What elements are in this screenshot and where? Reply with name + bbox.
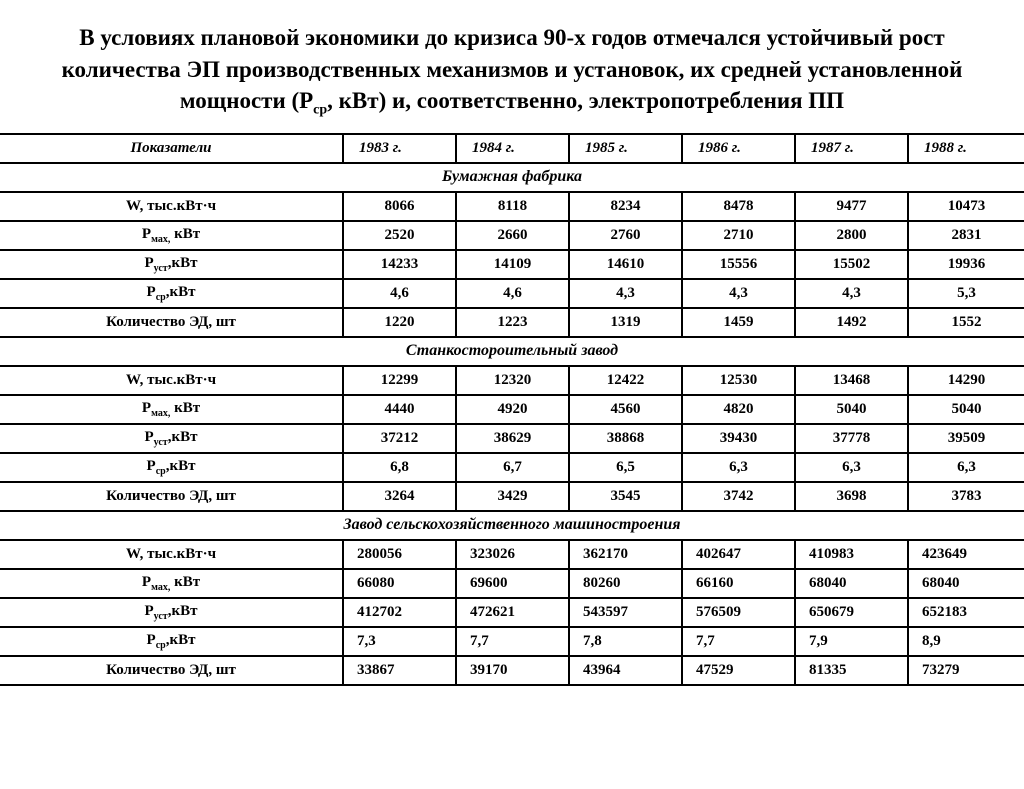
table-row: [0, 395, 1024, 424]
value-cell: 6,3: [908, 453, 1024, 482]
value-cell: 5040: [795, 395, 908, 424]
table-row: [0, 627, 1024, 656]
section-header-machine-tool-plant: [0, 337, 1024, 366]
table-row: [0, 540, 1024, 569]
table-row: [0, 308, 1024, 337]
column-header-year: 1983 г.: [343, 134, 456, 163]
value-cell: 7,7: [682, 627, 795, 656]
value-cell: 4,3: [682, 279, 795, 308]
value-cell: 66080: [343, 569, 456, 598]
value-cell: 6,8: [343, 453, 456, 482]
value-cell: 1223: [456, 308, 569, 337]
value-cell: 6,7: [456, 453, 569, 482]
table-row: [0, 192, 1024, 221]
row-label: $Р_{ср},кВт$: [0, 453, 343, 482]
value-cell: 37778: [795, 424, 908, 453]
section-title: Станкостороительный завод: [0, 337, 1024, 366]
table-row: [0, 250, 1024, 279]
value-cell: 4,3: [569, 279, 682, 308]
table-row: [0, 279, 1024, 308]
slide-title-subscript: ср: [313, 102, 328, 118]
row-label: $Р_{ср},кВт$: [0, 627, 343, 656]
section-title: Бумажная фабрика: [0, 163, 1024, 192]
value-cell: 362170: [569, 540, 682, 569]
value-cell: 6,5: [569, 453, 682, 482]
value-cell: 2660: [456, 221, 569, 250]
value-cell: 410983: [795, 540, 908, 569]
value-cell: 68040: [795, 569, 908, 598]
value-cell: 7,7: [456, 627, 569, 656]
value-cell: 47529: [682, 656, 795, 685]
value-cell: 15556: [682, 250, 795, 279]
value-cell: 39509: [908, 424, 1024, 453]
table-row: [0, 656, 1024, 685]
table-row: [0, 221, 1024, 250]
value-cell: 81335: [795, 656, 908, 685]
value-cell: 1220: [343, 308, 456, 337]
value-cell: 1552: [908, 308, 1024, 337]
table-row: [0, 482, 1024, 511]
value-cell: 7,9: [795, 627, 908, 656]
table-row: [0, 424, 1024, 453]
value-cell: 6,3: [682, 453, 795, 482]
value-cell: 6,3: [795, 453, 908, 482]
row-label: $Р_{ср},кВт$: [0, 279, 343, 308]
row-label: $Р_{уст},кВт$: [0, 424, 343, 453]
value-cell: 15502: [795, 250, 908, 279]
value-cell: 2710: [682, 221, 795, 250]
column-header-year: 1988 г.: [908, 134, 1024, 163]
value-cell: 652183: [908, 598, 1024, 627]
value-cell: 12530: [682, 366, 795, 395]
table-row: [0, 453, 1024, 482]
value-cell: 1492: [795, 308, 908, 337]
value-cell: 1459: [682, 308, 795, 337]
value-cell: 4920: [456, 395, 569, 424]
value-cell: 3698: [795, 482, 908, 511]
row-label: $Р_{мах,}$ кВт: [0, 569, 343, 598]
value-cell: 12422: [569, 366, 682, 395]
column-header-indicators: Показатели: [0, 134, 343, 163]
value-cell: 14109: [456, 250, 569, 279]
table-row: [0, 598, 1024, 627]
row-label: W, тыс.кВт·ч: [0, 540, 343, 569]
value-cell: 12320: [456, 366, 569, 395]
value-cell: 38868: [569, 424, 682, 453]
value-cell: 2760: [569, 221, 682, 250]
value-cell: 37212: [343, 424, 456, 453]
value-cell: 8118: [456, 192, 569, 221]
value-cell: 2520: [343, 221, 456, 250]
row-label: Количество ЭД, шт: [0, 482, 343, 511]
row-label: Количество ЭД, шт: [0, 308, 343, 337]
value-cell: 14290: [908, 366, 1024, 395]
value-cell: 3429: [456, 482, 569, 511]
value-cell: 4,3: [795, 279, 908, 308]
value-cell: 402647: [682, 540, 795, 569]
value-cell: 14233: [343, 250, 456, 279]
value-cell: 3264: [343, 482, 456, 511]
value-cell: 412702: [343, 598, 456, 627]
value-cell: 39170: [456, 656, 569, 685]
table-row: [0, 366, 1024, 395]
value-cell: 7,3: [343, 627, 456, 656]
column-header-year: 1986 г.: [682, 134, 795, 163]
value-cell: 4,6: [456, 279, 569, 308]
value-cell: 4560: [569, 395, 682, 424]
value-cell: 472621: [456, 598, 569, 627]
value-cell: 2831: [908, 221, 1024, 250]
row-label: $Р_{мах,}$ кВт: [0, 395, 343, 424]
value-cell: 8066: [343, 192, 456, 221]
value-cell: 650679: [795, 598, 908, 627]
slide-title: [28, 22, 996, 120]
value-cell: 4820: [682, 395, 795, 424]
section-header-agricultural-machinery-plant: [0, 511, 1024, 540]
row-label: $Р_{уст},кВт$: [0, 250, 343, 279]
value-cell: 4,6: [343, 279, 456, 308]
value-cell: 280056: [343, 540, 456, 569]
slide-title-text-end: , кВт) и, соответственно, электропотребления ПП: [327, 88, 845, 113]
value-cell: 5040: [908, 395, 1024, 424]
value-cell: 19936: [908, 250, 1024, 279]
value-cell: 12299: [343, 366, 456, 395]
value-cell: 3545: [569, 482, 682, 511]
value-cell: 543597: [569, 598, 682, 627]
column-header-year: 1985 г.: [569, 134, 682, 163]
value-cell: 8234: [569, 192, 682, 221]
value-cell: 5,3: [908, 279, 1024, 308]
value-cell: 39430: [682, 424, 795, 453]
value-cell: 38629: [456, 424, 569, 453]
value-cell: 8478: [682, 192, 795, 221]
value-cell: 33867: [343, 656, 456, 685]
value-cell: 68040: [908, 569, 1024, 598]
row-label: $Р_{уст},кВт$: [0, 598, 343, 627]
value-cell: 43964: [569, 656, 682, 685]
value-cell: 69600: [456, 569, 569, 598]
row-label: W, тыс.кВт·ч: [0, 366, 343, 395]
value-cell: 576509: [682, 598, 795, 627]
section-header-paper-factory: [0, 163, 1024, 192]
value-cell: 14610: [569, 250, 682, 279]
row-label: Количество ЭД, шт: [0, 656, 343, 685]
column-header-year: 1987 г.: [795, 134, 908, 163]
value-cell: 323026: [456, 540, 569, 569]
value-cell: 1319: [569, 308, 682, 337]
table-header-row: [0, 134, 1024, 163]
row-label: $Р_{мах,}$ кВт: [0, 221, 343, 250]
value-cell: 2800: [795, 221, 908, 250]
indicators-table: [0, 133, 1024, 686]
value-cell: 80260: [569, 569, 682, 598]
value-cell: 10473: [908, 192, 1024, 221]
value-cell: 3742: [682, 482, 795, 511]
value-cell: 423649: [908, 540, 1024, 569]
value-cell: 7,8: [569, 627, 682, 656]
value-cell: 66160: [682, 569, 795, 598]
value-cell: 3783: [908, 482, 1024, 511]
slide-title-text: В условиях плановой экономики до кризиса 90-х годов отмечался устойчивый рост количества ЭП производственных механизмов и установок, их средней установленной мощности (Р: [61, 25, 963, 113]
value-cell: 8,9: [908, 627, 1024, 656]
value-cell: 13468: [795, 366, 908, 395]
value-cell: 4440: [343, 395, 456, 424]
table-row: [0, 569, 1024, 598]
row-label: W, тыс.кВт·ч: [0, 192, 343, 221]
value-cell: 73279: [908, 656, 1024, 685]
value-cell: 9477: [795, 192, 908, 221]
section-title: Завод сельскохозяйственного машиностроения: [0, 511, 1024, 540]
column-header-year: 1984 г.: [456, 134, 569, 163]
